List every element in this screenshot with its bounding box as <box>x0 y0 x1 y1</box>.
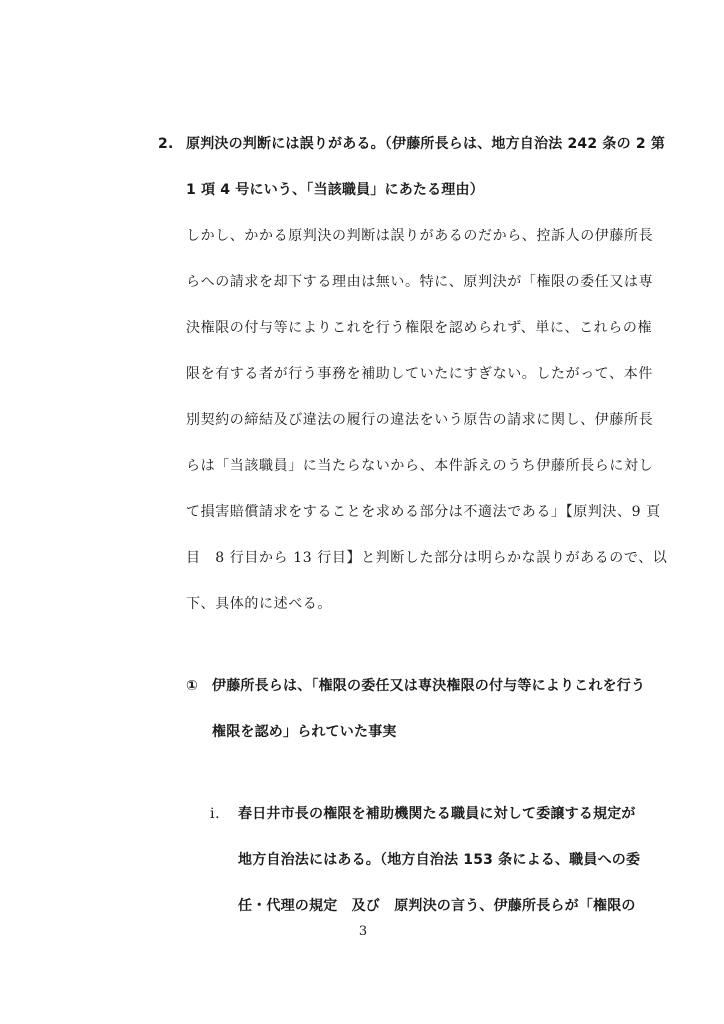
item-line: 春日井市長の権限を補助機関たる職員に対して委譲する規定が <box>238 806 636 822</box>
paragraph-line: て損害賠償請求をすることを求める部分は不適法である」【原判決、9 頁 <box>186 504 661 520</box>
item-line: 任・代理の規定 及び 原判決の言う、伊藤所長らが「権限の <box>238 898 636 914</box>
subsection-heading-line2: 権限を認め」られていた事実 <box>212 724 397 740</box>
paragraph-line: しかし、かかる原判決の判断は誤りがあるのだから、控訴人の伊藤所長 <box>186 228 654 244</box>
page-number: 3 <box>358 924 368 939</box>
subsection-marker: ① <box>186 678 199 694</box>
paragraph-line: らは「当該職員」に当たらないから、本件訴えのうち伊藤所長らに対し <box>186 458 654 474</box>
section-heading-line2: 1 項 4 号にいう、「当該職員」にあたる理由） <box>186 182 484 198</box>
paragraph-line: 目 8 行目から 13 行目】と判断した部分は明らかな誤りがあるので、以 <box>186 550 668 566</box>
paragraph-line: 別契約の締結及び違法の履行の違法をいう原告の請求に関し、伊藤所長 <box>186 412 654 428</box>
section-number: 2. <box>158 136 174 152</box>
paragraph-line: 決権限の付与等によりこれを行う権限を認められず、単に、これらの権 <box>186 320 653 336</box>
paragraph-line: 下、具体的に述べる。 <box>186 596 332 612</box>
item-marker: i. <box>210 806 221 822</box>
item-line: 地方自治法にはある。（地方自治法 153 条による、職員への委 <box>238 852 641 868</box>
paragraph-line: 限を有する者が行う事務を補助していたにすぎない。したがって、本件 <box>186 366 653 382</box>
subsection-heading-line1: 伊藤所長らは、「権限の委任又は専決権限の付与等によりこれを行う <box>212 678 646 694</box>
section-heading-line1: 原判決の判断には誤りがある。（伊藤所長らは、地方自治法 242 条の 2 第 <box>186 136 666 152</box>
paragraph-line: らへの請求を却下する理由は無い。特に、原判決が「権限の委任又は専 <box>186 274 654 290</box>
